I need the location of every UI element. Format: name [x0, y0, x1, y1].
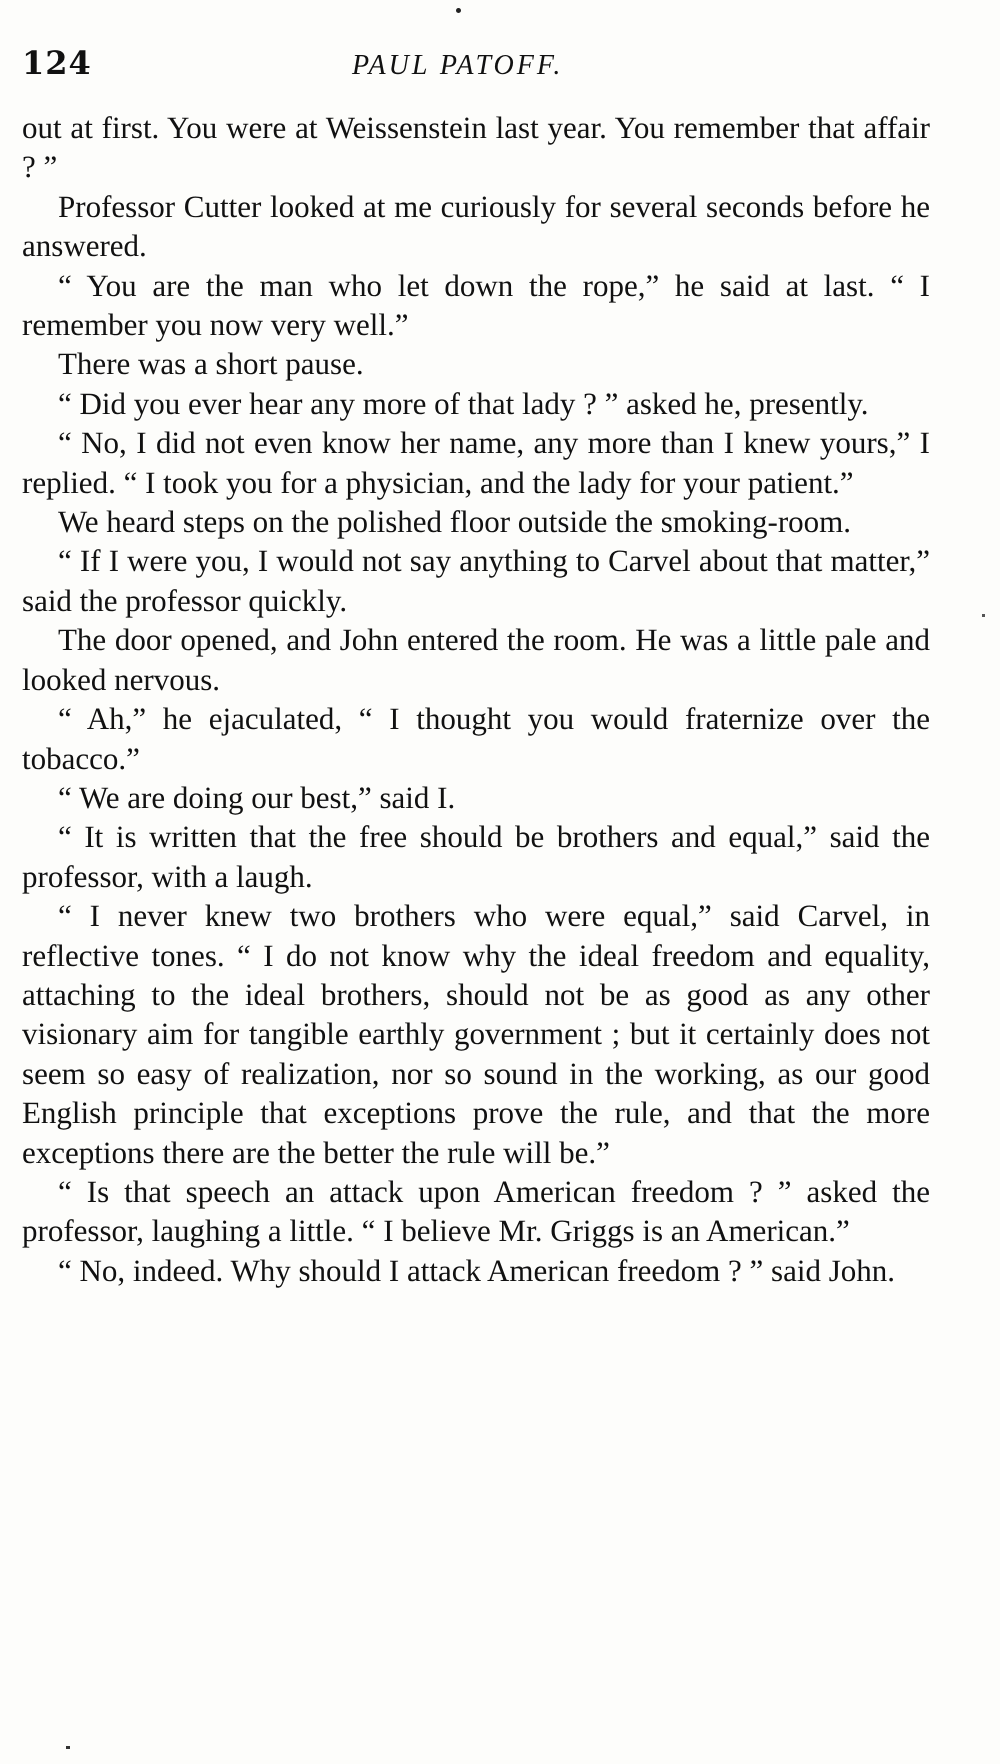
- paragraph: “ Ah,” he ejaculated, “ I thought you would fraternize over the tobacco.”: [22, 701, 930, 776]
- paragraph: The door opened, and John entered the room. He was a little pale and looked nervous.: [22, 622, 930, 697]
- paragraph: Professor Cutter looked at me curiously for several seconds before he answered.: [22, 188, 930, 264]
- paragraph: “ No, indeed. Why should I attack American freedom ? ” said John.: [58, 1252, 896, 1288]
- paragraph: “ You are the man who let down the rope,” he said at last. “ I remember you now very well.”: [22, 267, 930, 343]
- ink-dot: [456, 8, 461, 13]
- paragraph: There was a short pause.: [58, 346, 364, 382]
- running-title: PAUL PATOFF.: [352, 50, 564, 81]
- ink-speck: [66, 1746, 70, 1749]
- paragraph: “ I never knew two brothers who were equal,” said Carvel, in reflective tones. “ I do not know why the ideal freedom and equality, attaching to the ideal brothers, should not be as good as any other visionary aim for tangible earthly government ; but it certainly does not seem so easy of realization, nor so sound in the working, as our good English principle that exceptions prove the rule, and that the more exceptions there are the better the rule will be.”: [22, 898, 930, 1170]
- page-number: 124: [22, 44, 92, 82]
- paragraph: We heard steps on the polished floor outside the smoking-room.: [58, 504, 852, 540]
- paragraph: “ If I were you, I would not say anything to Carvel about that matter,” said the professor quickly.: [22, 543, 930, 618]
- paragraph: “ We are doing our best,” said I.: [58, 779, 456, 815]
- paragraph: “ No, I did not even know her name, any more than I knew yours,” I replied. “ I took you for a physician, and the lady for your patient.”: [22, 425, 930, 500]
- paragraph: out at first. You were at Weissenstein last year. You remember that affair ? ”: [22, 110, 930, 185]
- page-header: [22, 44, 942, 90]
- paragraph: “ It is written that the free should be brothers and equal,” said the professor, with a laugh.: [22, 819, 930, 894]
- body-text: [22, 108, 930, 1290]
- paragraph: “ Is that speech an attack upon American freedom ? ” asked the professor, laughing a little. “ I believe Mr. Griggs is an American.”: [22, 1173, 930, 1249]
- paragraph: “ Did you ever hear any more of that lady ? ” asked he, presently.: [58, 385, 869, 421]
- ink-speck: [982, 614, 985, 617]
